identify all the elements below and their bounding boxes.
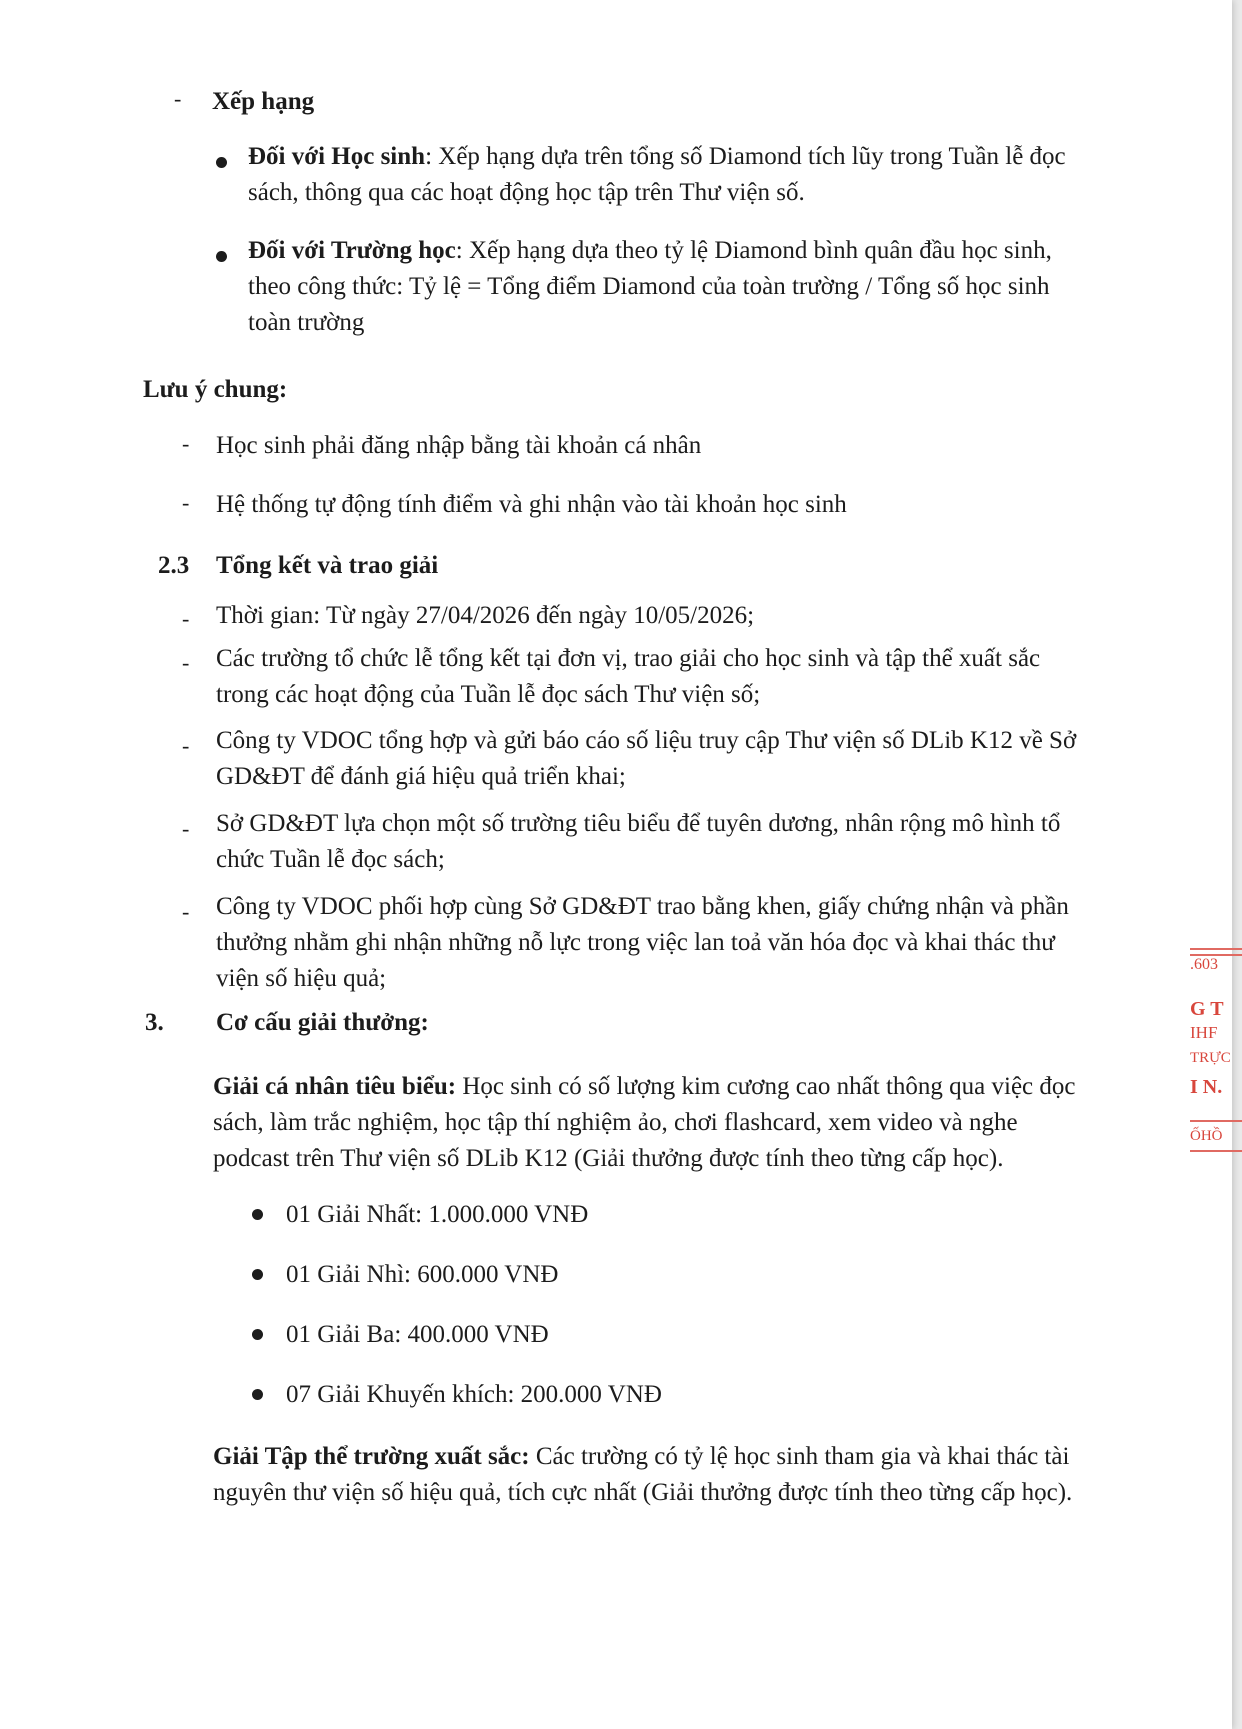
dash-bullet: - — [174, 86, 182, 111]
bullet-dot — [252, 1209, 263, 1220]
individual-award-label: Giải cá nhân tiêu biểu: — [213, 1073, 457, 1100]
dash-bullet: - — [182, 650, 190, 675]
prize-item: 01 Giải Nhất: 1.000.000 VNĐ — [286, 1201, 589, 1228]
red-stamp-fragment — [1190, 940, 1242, 1170]
individual-award-paragraph — [213, 1069, 1075, 1177]
section23-number: 2.3 — [158, 552, 190, 579]
dash-bullet: - — [182, 816, 190, 841]
bullet-dot — [252, 1329, 263, 1340]
notes-item: Hệ thống tự động tính điểm và ghi nhận vào tài khoản học sinh — [216, 491, 847, 518]
section3-title: Cơ cấu giải thưởng: — [216, 1009, 429, 1036]
section23-item-line: thưởng nhằm ghi nhận những nỗ lực trong việc lan toả văn hóa đọc và khai thác thư — [216, 929, 1055, 956]
ranking-students-line2: sách, thông qua các hoạt động học tập trên Thư viện số. — [248, 179, 805, 206]
section23-item-line: Sở GD&ĐT lựa chọn một số trường tiêu biểu để tuyên dương, nhân rộng mô hình tổ — [216, 810, 1061, 837]
bullet-dot — [216, 251, 227, 262]
ranking-students-label: Đối với Học sinh — [248, 143, 426, 170]
ranking-schools-line2: theo công thức: Tỷ lệ = Tổng điểm Diamond của toàn trường / Tổng số học sinh — [248, 273, 1050, 300]
section23-item-line: Thời gian: Từ ngày 27/04/2026 đến ngày 10/05/2026; — [216, 602, 755, 629]
dash-bullet: - — [182, 733, 190, 758]
section23-item — [216, 723, 1076, 795]
collective-award-line2: nguyên thư viện số hiệu quả, tích cực nhất (Giải thưởng được tính theo từng cấp học). — [213, 1479, 1073, 1506]
prize-item: 01 Giải Nhì: 600.000 VNĐ — [286, 1261, 559, 1288]
stamp-text: I N. — [1190, 1076, 1223, 1098]
stamp-text: .603 — [1190, 956, 1218, 973]
dash-bullet: - — [182, 899, 190, 924]
section23-title: Tổng kết và trao giải — [216, 552, 439, 579]
dash-bullet: - — [182, 431, 190, 456]
ranking-students-line1: : Xếp hạng dựa trên tổng số Diamond tích lũy trong Tuần lễ đọc — [425, 143, 1066, 170]
notes-item: Học sinh phải đăng nhập bằng tài khoản cá nhân — [216, 432, 702, 459]
stamp-text: TRỰC — [1190, 1050, 1231, 1066]
prize-item: 01 Giải Ba: 400.000 VNĐ — [286, 1321, 549, 1348]
section23-item-line: Các trường tổ chức lễ tổng kết tại đơn vị, trao giải cho học sinh và tập thể xuất sắc — [216, 645, 1041, 672]
ranking-schools-label: Đối với Trường học — [248, 237, 456, 264]
section23-item-line: chức Tuần lễ đọc sách; — [216, 846, 445, 873]
bullet-dot — [252, 1269, 263, 1280]
section23-item — [216, 806, 1060, 878]
section23-item — [216, 641, 1040, 713]
collective-award-paragraph — [213, 1439, 1072, 1511]
section23-item — [216, 889, 1069, 997]
stamp-text: G T — [1190, 998, 1224, 1020]
section3-number: 3. — [145, 1009, 164, 1036]
individual-award-line2: sách, làm trắc nghiệm, học tập thí nghiệm ảo, chơi flashcard, xem video và nghe — [213, 1109, 1018, 1136]
section23-item-line: trong các hoạt động của Tuần lễ đọc sách Thư viện số; — [216, 681, 761, 708]
ranking-schools-line1: : Xếp hạng dựa theo tỷ lệ Diamond bình quân đầu học sinh, — [455, 237, 1052, 264]
individual-award-line1: Học sinh có số lượng kim cương cao nhất thông qua việc đọc — [456, 1073, 1076, 1100]
dash-bullet: - — [182, 606, 190, 631]
dash-bullet: - — [182, 490, 190, 515]
ranking-heading: Xếp hạng — [212, 88, 315, 115]
notes-heading: Lưu ý chung: — [143, 376, 288, 403]
collective-award-line1: Các trường có tỷ lệ học sinh tham gia và khai thác tài — [529, 1443, 1070, 1470]
section23-item-line: GD&ĐT để đánh giá hiệu quả triển khai; — [216, 763, 626, 790]
section23-item-line: viện số hiệu quả; — [216, 965, 387, 992]
ranking-schools-line3: toàn trường — [248, 309, 365, 336]
ranking-schools-paragraph — [248, 233, 1052, 341]
bullet-dot — [252, 1389, 263, 1400]
section23-item — [216, 598, 754, 634]
bullet-dot — [216, 157, 227, 168]
section23-item-line: Công ty VDOC phối hợp cùng Sở GD&ĐT trao bằng khen, giấy chứng nhận và phần — [216, 893, 1069, 920]
ranking-students-paragraph — [248, 139, 1066, 211]
stamp-text: ỐHỒ — [1190, 1128, 1223, 1144]
section23-item-line: Công ty VDOC tổng hợp và gửi báo cáo số liệu truy cập Thư viện số DLib K12 về Sở — [216, 727, 1077, 754]
collective-award-label: Giải Tập thể trường xuất sắc: — [213, 1443, 530, 1470]
prize-item: 07 Giải Khuyến khích: 200.000 VNĐ — [286, 1381, 662, 1408]
stamp-text: IHF — [1190, 1023, 1218, 1042]
individual-award-line3: podcast trên Thư viện số DLib K12 (Giải thưởng được tính theo từng cấp học). — [213, 1145, 1004, 1172]
